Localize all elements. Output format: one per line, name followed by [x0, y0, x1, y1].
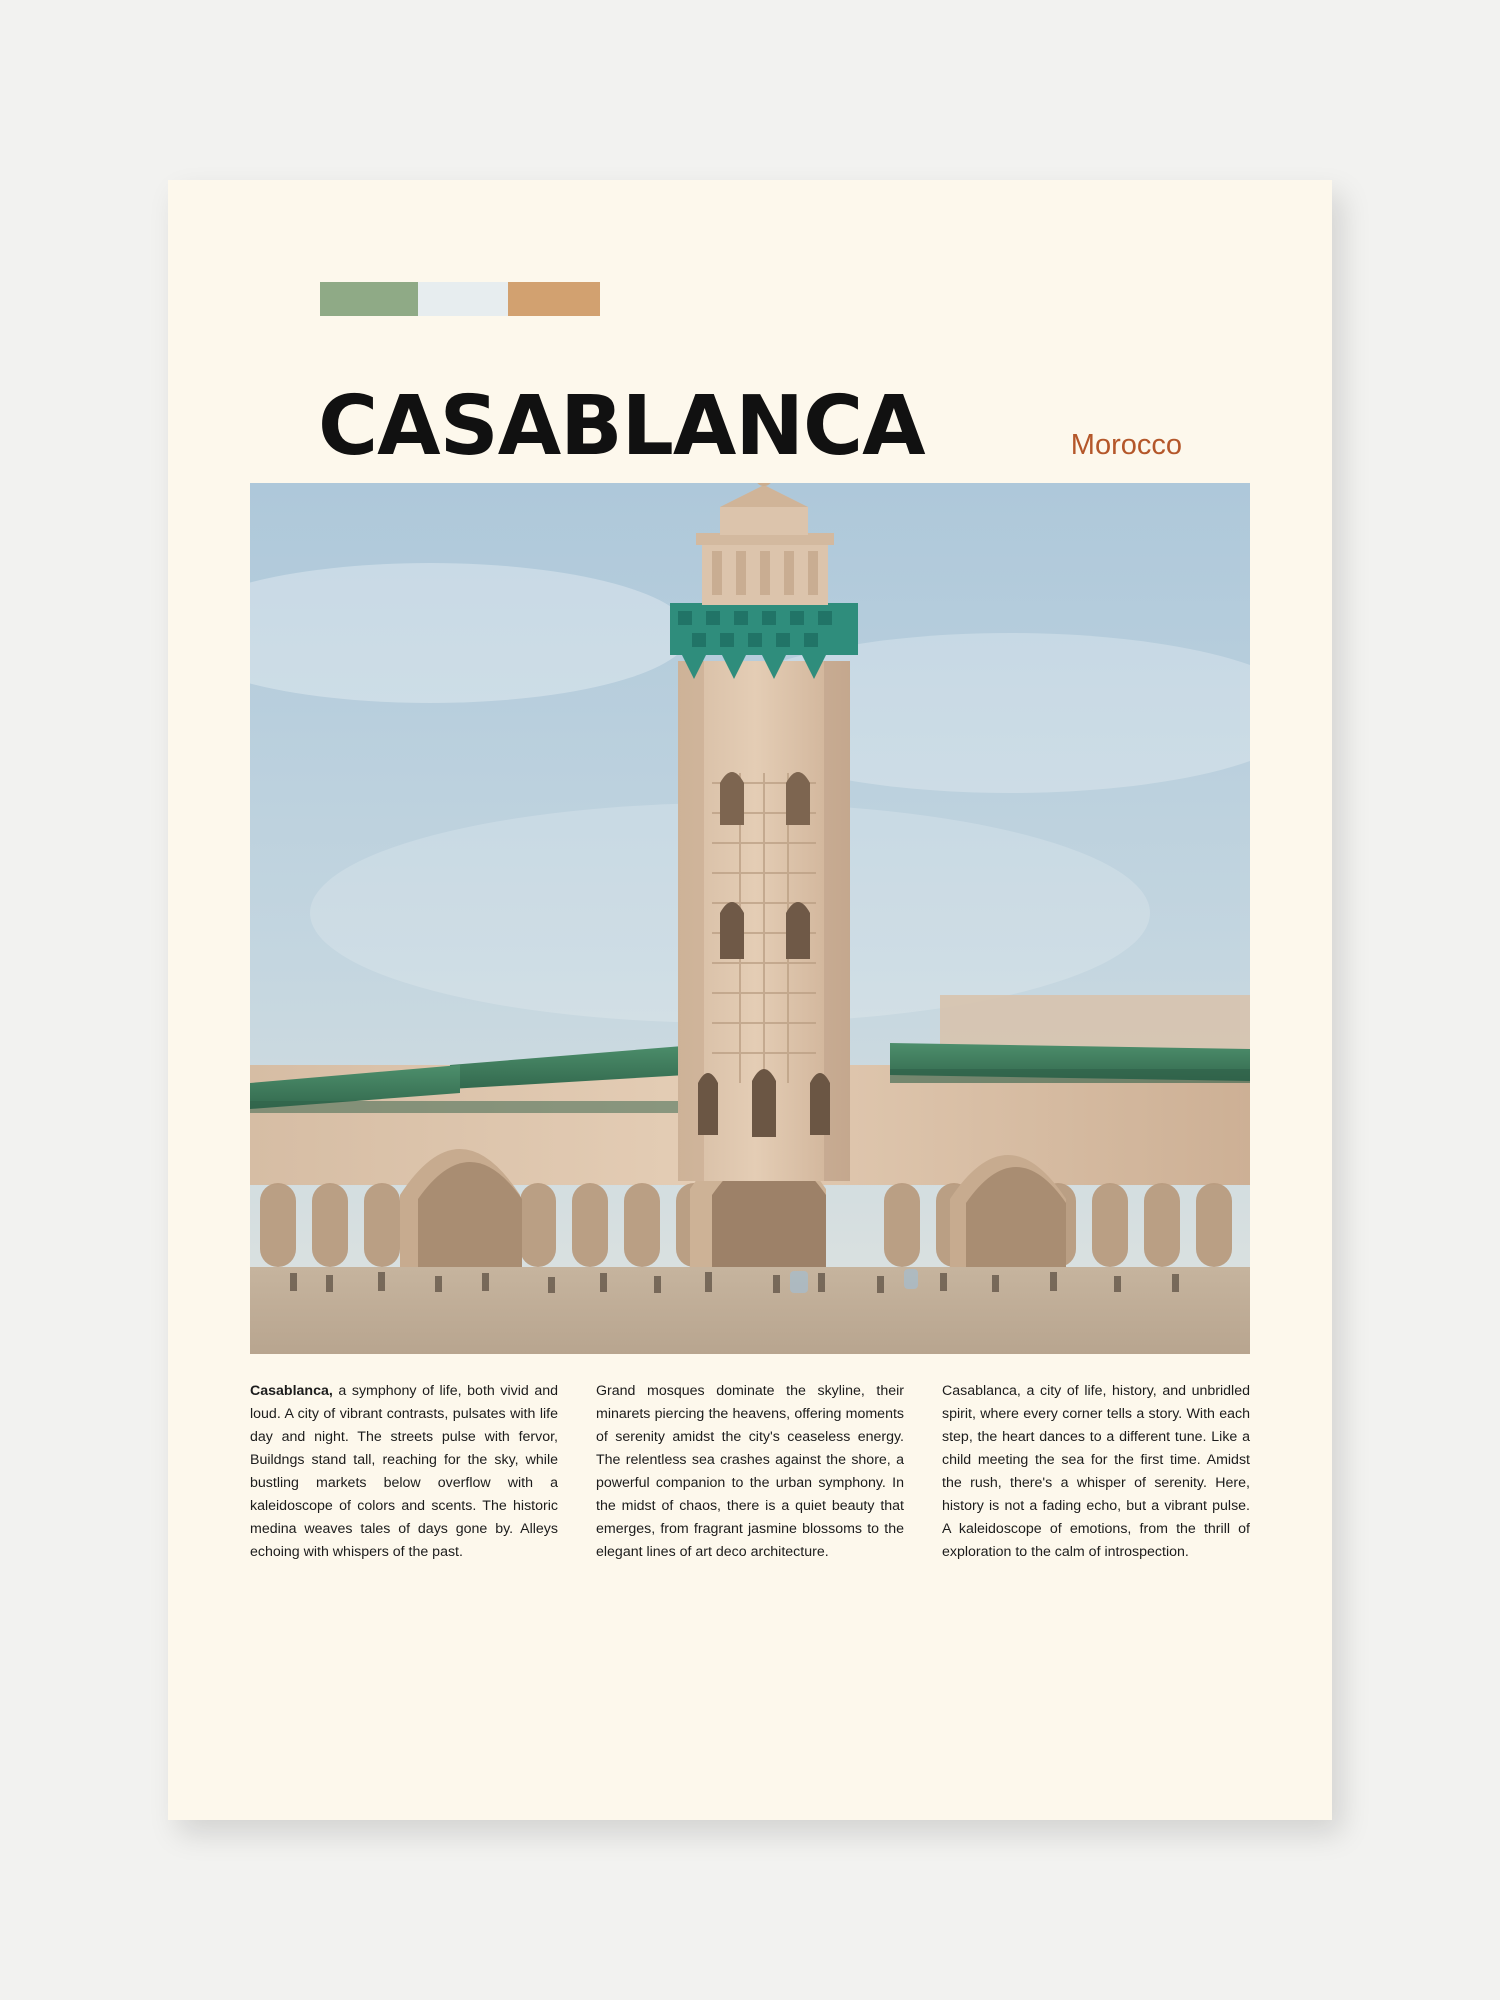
description-column-2 [596, 1380, 904, 1564]
swatch-green [320, 282, 418, 316]
swatch-light [418, 282, 508, 316]
color-swatch-bar [320, 282, 600, 316]
column-text: a symphony of life, both vivid and loud. A city of vibrant contrasts, pulsates with life day and night. The streets pulse with fervor, Buildngs stand tall, reaching for the sky, while bustling markets below overflow with a kaleidoscope of colors and scents. The historic medina weaves tales of days gone by. Alleys echoing with whispers of the past. [250, 1383, 558, 1560]
country-subtitle: Morocco [1070, 429, 1182, 461]
column-text: Casablanca, a city of life, history, and unbridled spirit, where every corner tells a story. With each step, the heart dances to a different tune. Like a child meeting the sea for the first time. Amidst the rush, there's a whisper of serenity. Here, history is not a fading echo, but a vibrant pulse. A kaleidoscope of emotions, from the thrill of exploration to the calm of introspection. [942, 1383, 1250, 1560]
description-columns [250, 1380, 1250, 1564]
column-text: Grand mosques dominate the skyline, their minarets piercing the heavens, offering moments of serenity amidst the city's ceaseless energy. The relentless sea crashes against the shore, a powerful companion to the urban symphony. In the midst of chaos, there is a quiet beauty that emerges, from fragrant jasmine blossoms to the elegant lines of art deco architecture. [596, 1383, 904, 1560]
swatch-tan [508, 282, 600, 316]
column-lead-in: Casablanca, [250, 1383, 333, 1399]
description-column-3 [942, 1380, 1250, 1564]
hero-photo [250, 483, 1250, 1354]
description-column-1 [250, 1380, 558, 1564]
page-title: CASABLANCA [318, 379, 925, 474]
travel-poster [168, 180, 1332, 1820]
mosque-illustration [250, 483, 1250, 1354]
title-row [318, 379, 1182, 474]
